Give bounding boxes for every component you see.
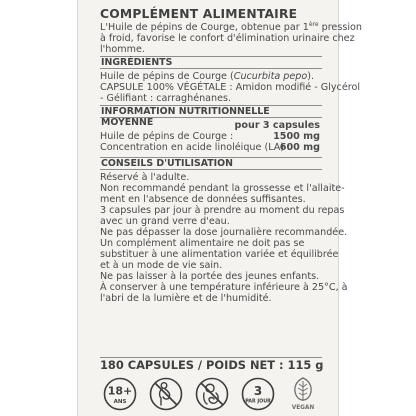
intro-line-part: L'Huile de pépins de Courge, obtenue par 1 [100, 22, 309, 33]
daily-dose-icon [241, 377, 275, 411]
usage-line: Ne pas dépasser la dose journalière recommandée. [100, 227, 348, 238]
vegan-leaf-icon [285, 375, 321, 413]
ingredients-line: - Gélifiant : carraghénanes. [100, 93, 232, 104]
ingredients-text [100, 71, 360, 104]
dose-number: 3 [253, 384, 263, 398]
usage-line: substituer à une alimentation variée et équilibrée [100, 249, 339, 260]
intro-line-part: pression [318, 22, 362, 33]
nutrition-label: Huile de pépins de Courge : [100, 131, 234, 142]
nutrition-row [100, 142, 322, 153]
usage-line: Ne pas laisser à la portée des jeunes enfants. [100, 271, 320, 282]
usage-line: Non recommandé pendant la grossesse et l'allaite- [100, 183, 345, 194]
no-pregnancy-icon [149, 377, 183, 411]
ingredients-line [100, 71, 322, 82]
age-number: 18+ [107, 384, 133, 398]
nutrition-value: 1500 mg [273, 131, 320, 142]
usage-line: 3 capsules par jour à prendre au moment du repas [100, 205, 345, 216]
intro-line: l'homme. [100, 44, 145, 55]
usage-line: Réservé à l'adulte. [100, 172, 190, 183]
nutrition-per-serving: pour 3 capsules [234, 120, 320, 131]
net-weight: 180 CAPSULES / POIDS NET : 115 g [100, 358, 324, 372]
ingredients-part: Huile de pépins de Courge ( [100, 71, 234, 82]
nutrition-label: Concentration en acide linoléique (LA) : [100, 142, 291, 153]
intro-superscript: ère [308, 20, 319, 28]
usage-line: avec un grand verre d'eau. [100, 216, 230, 227]
usage-line: l'abri de la lumière et de l'humidité. [100, 293, 272, 304]
usage-line: et à un mode de vie sain. [100, 260, 223, 271]
nutrition-value: 600 mg [279, 142, 320, 153]
usage-heading: CONSEILS D'UTILISATION [100, 157, 322, 170]
intro-text [100, 20, 362, 55]
no-breastfeeding-icon [195, 377, 229, 411]
ingredients-latin-name: Cucurbita pepo [233, 71, 308, 82]
usage-line: Un complément alimentaire ne doit pas se [100, 238, 305, 249]
usage-line: ment en l'absence de données suffisantes. [100, 194, 306, 205]
page-title: COMPLÉMENT ALIMENTAIRE [100, 7, 298, 21]
nutrition-table [100, 120, 322, 153]
ingredients-heading: INGRÉDIENTS [100, 56, 322, 69]
age-label: ANS [113, 399, 127, 405]
age-restriction-icon [103, 377, 137, 411]
nutrition-heading: INFORMATION NUTRITIONNELLE MOYENNE [100, 105, 322, 118]
dose-label: PAR JOUR [245, 399, 271, 405]
intro-line [100, 20, 362, 33]
usage-text [100, 172, 348, 304]
ingredients-line: CAPSULE 100% VÉGÉTALE : Amidon modifié - Glycérol [100, 82, 360, 93]
ingredients-part: ). [307, 71, 315, 82]
nutrition-row [100, 131, 322, 142]
pictogram-row [103, 377, 333, 413]
usage-line: À conserver à une température inférieure à 25°C, à [100, 282, 348, 293]
intro-line: à froid, favorise le confort d'élimination urinaire chez [100, 33, 355, 44]
vegan-label: VEGAN [291, 405, 315, 411]
